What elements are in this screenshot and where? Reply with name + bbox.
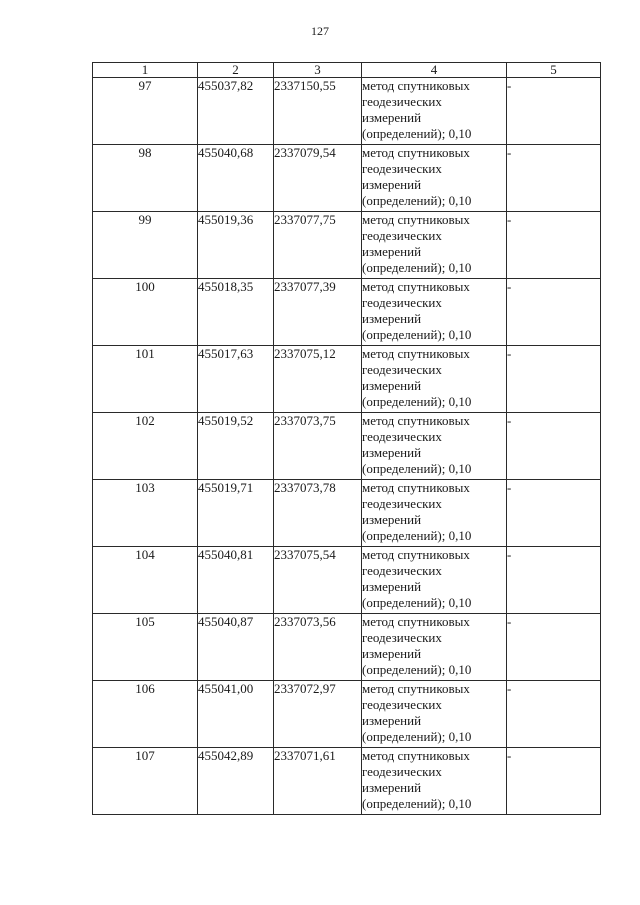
method-line: метод спутниковых [362, 748, 470, 763]
point-number-cell: 107 [93, 748, 198, 815]
method-line: (определений); 0,10 [362, 595, 472, 610]
note-cell: - [507, 614, 601, 681]
method-line: (определений); 0,10 [362, 662, 472, 677]
note-cell: - [507, 145, 601, 212]
method-cell [362, 78, 507, 145]
table-row [93, 78, 601, 145]
note-cell: - [507, 212, 601, 279]
table-row [93, 748, 601, 815]
method-line: метод спутниковых [362, 78, 470, 93]
method-cell [362, 681, 507, 748]
method-line: (определений); 0,10 [362, 528, 472, 543]
method-line: измерений [362, 378, 422, 393]
y-coordinate-cell: 2337071,61 [274, 748, 362, 815]
y-coordinate-cell: 2337073,56 [274, 614, 362, 681]
method-line: метод спутниковых [362, 681, 470, 696]
method-line: метод спутниковых [362, 413, 470, 428]
x-coordinate-cell: 455041,00 [198, 681, 274, 748]
method-line: геодезических [362, 362, 442, 377]
column-header-1: 1 [93, 63, 198, 78]
point-number-cell: 102 [93, 413, 198, 480]
y-coordinate-cell: 2337073,75 [274, 413, 362, 480]
method-line: (определений); 0,10 [362, 327, 472, 342]
point-number-cell: 104 [93, 547, 198, 614]
method-line: метод спутниковых [362, 145, 470, 160]
x-coordinate-cell: 455040,87 [198, 614, 274, 681]
note-cell: - [507, 279, 601, 346]
y-coordinate-cell: 2337073,78 [274, 480, 362, 547]
x-coordinate-cell: 455040,81 [198, 547, 274, 614]
point-number-cell: 100 [93, 279, 198, 346]
page-number: 127 [311, 24, 329, 38]
method-line: геодезических [362, 295, 442, 310]
note-cell: - [507, 547, 601, 614]
table-row [93, 145, 601, 212]
table-row [93, 480, 601, 547]
point-number-cell: 103 [93, 480, 198, 547]
point-number-cell: 105 [93, 614, 198, 681]
point-number-cell: 101 [93, 346, 198, 413]
x-coordinate-cell: 455019,71 [198, 480, 274, 547]
point-number-cell: 97 [93, 78, 198, 145]
method-line: геодезических [362, 228, 442, 243]
table-row [93, 413, 601, 480]
method-line: измерений [362, 780, 422, 795]
method-cell [362, 279, 507, 346]
method-line: метод спутниковых [362, 212, 470, 227]
method-line: измерений [362, 713, 422, 728]
column-header-2: 2 [198, 63, 274, 78]
table-header-row [93, 63, 601, 78]
method-line: измерений [362, 579, 422, 594]
method-cell [362, 480, 507, 547]
method-line: (определений); 0,10 [362, 796, 472, 811]
y-coordinate-cell: 2337150,55 [274, 78, 362, 145]
point-number-cell: 106 [93, 681, 198, 748]
method-line: геодезических [362, 697, 442, 712]
method-line: (определений); 0,10 [362, 729, 472, 744]
x-coordinate-cell: 455037,82 [198, 78, 274, 145]
table-row [93, 681, 601, 748]
column-header-5: 5 [507, 63, 601, 78]
method-line: геодезических [362, 496, 442, 511]
method-line: (определений); 0,10 [362, 260, 472, 275]
method-cell [362, 212, 507, 279]
table-row [93, 212, 601, 279]
method-cell [362, 413, 507, 480]
table-row [93, 614, 601, 681]
method-line: (определений); 0,10 [362, 394, 472, 409]
table-row [93, 279, 601, 346]
method-line: измерений [362, 177, 422, 192]
method-line: измерений [362, 110, 422, 125]
point-number-cell: 99 [93, 212, 198, 279]
method-line: измерений [362, 646, 422, 661]
method-line: измерений [362, 445, 422, 460]
method-cell [362, 145, 507, 212]
column-header-4: 4 [362, 63, 507, 78]
point-number-cell: 98 [93, 145, 198, 212]
method-line: (определений); 0,10 [362, 193, 472, 208]
note-cell: - [507, 681, 601, 748]
table-row [93, 547, 601, 614]
table-row [93, 346, 601, 413]
y-coordinate-cell: 2337072,97 [274, 681, 362, 748]
note-cell: - [507, 78, 601, 145]
method-line: (определений); 0,10 [362, 461, 472, 476]
method-cell [362, 346, 507, 413]
y-coordinate-cell: 2337077,39 [274, 279, 362, 346]
method-line: метод спутниковых [362, 346, 470, 361]
method-line: метод спутниковых [362, 480, 470, 495]
method-cell [362, 547, 507, 614]
column-header-3: 3 [274, 63, 362, 78]
y-coordinate-cell: 2337075,12 [274, 346, 362, 413]
method-cell [362, 614, 507, 681]
note-cell: - [507, 346, 601, 413]
method-line: измерений [362, 244, 422, 259]
method-line: метод спутниковых [362, 614, 470, 629]
method-line: метод спутниковых [362, 279, 470, 294]
y-coordinate-cell: 2337079,54 [274, 145, 362, 212]
method-cell [362, 748, 507, 815]
method-line: измерений [362, 311, 422, 326]
method-line: геодезических [362, 764, 442, 779]
note-cell: - [507, 748, 601, 815]
coordinates-table [92, 62, 601, 815]
note-cell: - [507, 480, 601, 547]
method-line: метод спутниковых [362, 547, 470, 562]
x-coordinate-cell: 455040,68 [198, 145, 274, 212]
method-line: (определений); 0,10 [362, 126, 472, 141]
method-line: геодезических [362, 94, 442, 109]
method-line: геодезических [362, 161, 442, 176]
x-coordinate-cell: 455019,36 [198, 212, 274, 279]
note-cell: - [507, 413, 601, 480]
x-coordinate-cell: 455018,35 [198, 279, 274, 346]
table-body [93, 78, 601, 815]
method-line: геодезических [362, 563, 442, 578]
method-line: измерений [362, 512, 422, 527]
x-coordinate-cell: 455019,52 [198, 413, 274, 480]
x-coordinate-cell: 455042,89 [198, 748, 274, 815]
method-line: геодезических [362, 630, 442, 645]
y-coordinate-cell: 2337075,54 [274, 547, 362, 614]
y-coordinate-cell: 2337077,75 [274, 212, 362, 279]
method-line: геодезических [362, 429, 442, 444]
x-coordinate-cell: 455017,63 [198, 346, 274, 413]
